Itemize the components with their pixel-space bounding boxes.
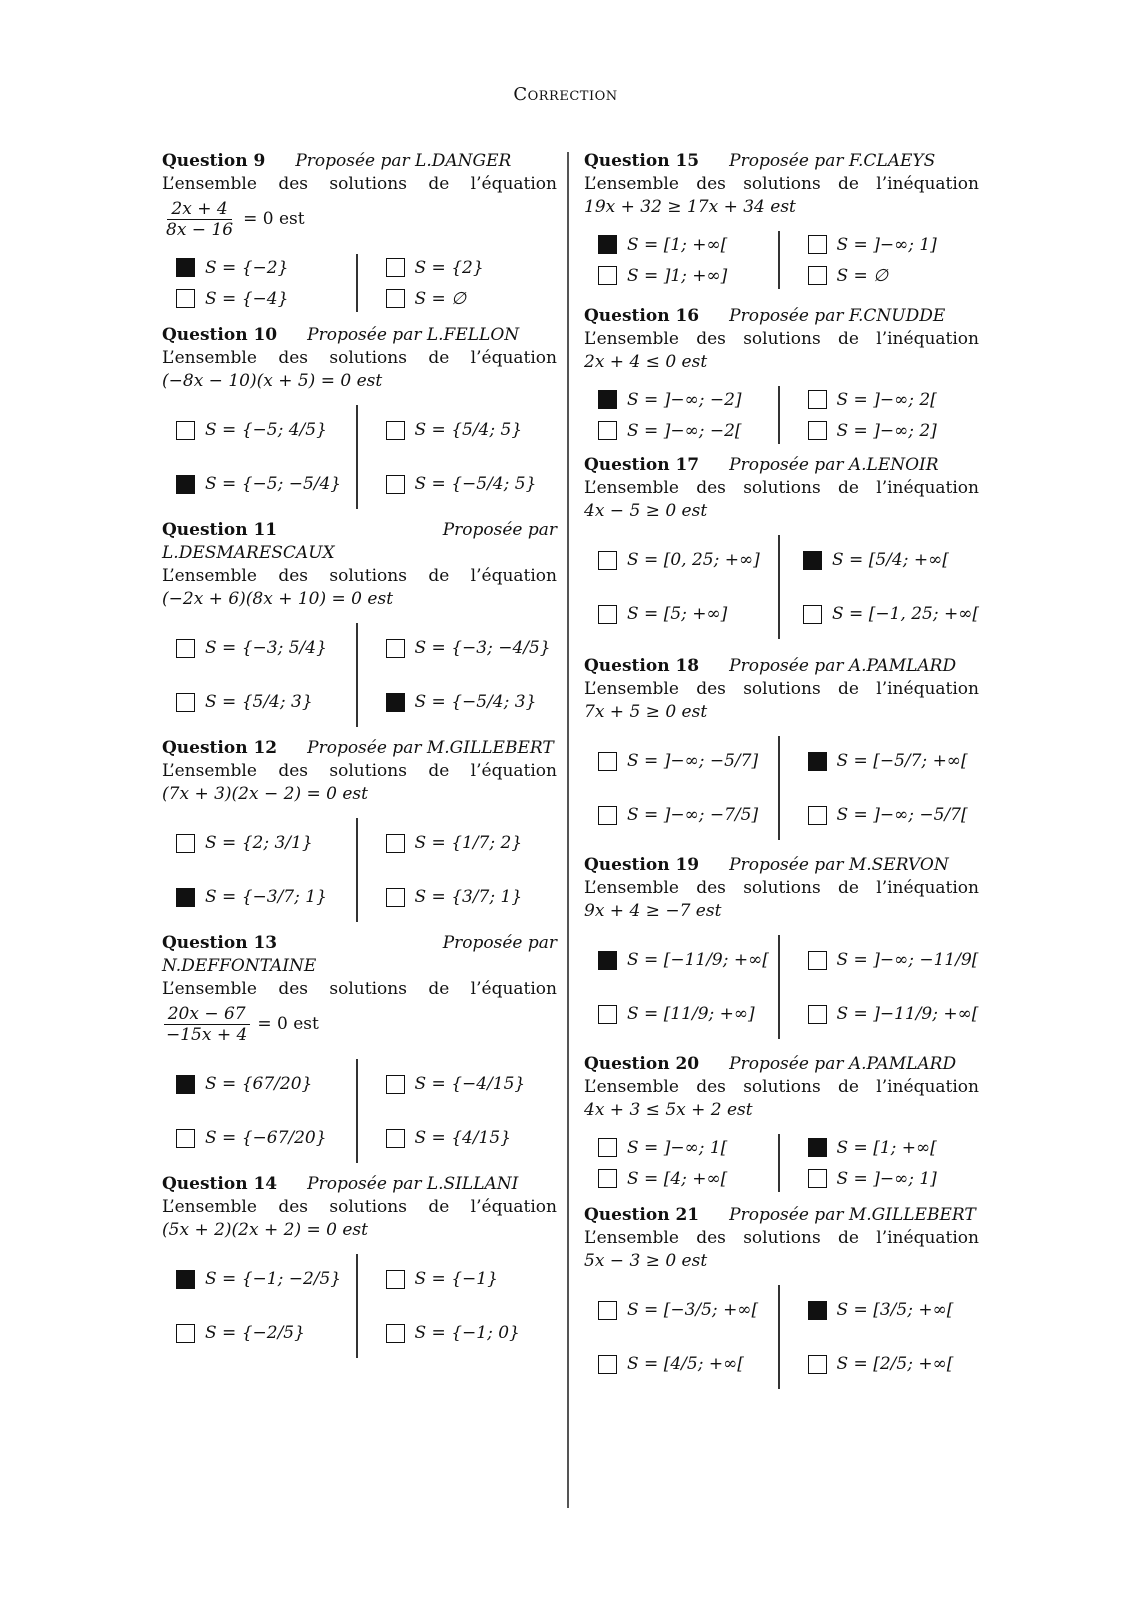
question-author: Proposée par F.CLAEYS	[729, 151, 936, 171]
question-number: Question 19	[584, 855, 700, 875]
question-equation: 19x + 32 ≥ 17x + 34 est	[584, 197, 796, 217]
answer-text: S = {−4/15}	[414, 1074, 526, 1094]
answer-text: S = {−2}	[205, 257, 289, 278]
checkbox-icon[interactable]	[598, 752, 617, 771]
checkbox-icon[interactable]	[176, 289, 195, 308]
answer-option[interactable]	[584, 1337, 782, 1391]
question-stem: L’ensemble des solutions de l’équation	[162, 761, 557, 781]
checkbox-icon[interactable]	[808, 806, 827, 825]
question-header	[584, 454, 979, 477]
checkbox-icon[interactable]	[386, 888, 405, 907]
question-block	[162, 324, 557, 511]
checked-box-icon[interactable]	[598, 390, 617, 409]
checkbox-icon[interactable]	[808, 1169, 827, 1188]
answer-text: S = ]−∞; 2]	[836, 420, 937, 441]
answer-option[interactable]	[782, 384, 980, 415]
question-block	[584, 655, 979, 842]
checkbox-icon[interactable]	[176, 834, 195, 853]
answer-option[interactable]	[360, 1252, 558, 1306]
answer-option[interactable]	[360, 283, 558, 314]
question-author: Proposée par L.DANGER	[295, 151, 512, 171]
answer-text: S = [1; +∞[	[836, 1137, 937, 1158]
question-author-continued: L.DESMARESCAUX	[162, 543, 335, 563]
answer-grid	[584, 1283, 979, 1391]
answer-option[interactable]	[162, 283, 360, 314]
checked-box-icon[interactable]	[176, 475, 195, 494]
question-author: Proposée par L.SILLANI	[307, 1174, 519, 1194]
answer-option[interactable]	[584, 260, 782, 291]
question-stem: L’ensemble des solutions de l’équation	[162, 348, 557, 368]
question-stem: L’ensemble des solutions de l’inéquation	[584, 1077, 979, 1097]
answer-option[interactable]	[162, 1252, 360, 1306]
answer-grid	[162, 816, 557, 924]
question-stem: L’ensemble des solutions de l’équation	[162, 1197, 557, 1217]
left-column	[162, 150, 557, 1368]
column-divider	[567, 152, 569, 1508]
answer-option[interactable]	[162, 252, 360, 283]
question-author: Proposée par L.FELLON	[307, 325, 520, 345]
question-block	[584, 1053, 979, 1194]
answer-grid	[162, 252, 557, 314]
fraction-denominator: 8x − 16	[166, 219, 234, 240]
question-equation: (7x + 3)(2x − 2) = 0 est	[162, 784, 368, 804]
answer-text: S = {−1}	[414, 1269, 498, 1289]
checkbox-icon[interactable]	[803, 605, 822, 624]
checkbox-icon[interactable]	[386, 475, 405, 494]
answer-text: S = {−5/4; 3}	[414, 692, 537, 712]
question-stem: L’ensemble des solutions de l’inéquation	[584, 878, 979, 898]
checked-box-icon[interactable]	[386, 693, 405, 712]
answer-grid	[162, 1252, 557, 1360]
question-block	[584, 454, 979, 641]
answer-text: S = {−5; 4/5}	[205, 420, 327, 440]
question-equation: (5x + 2)(2x + 2) = 0 est	[162, 1220, 368, 1240]
answer-option[interactable]	[360, 252, 558, 283]
question-equation: 5x − 3 ≥ 0 est	[584, 1251, 708, 1271]
checked-box-icon[interactable]	[808, 1138, 827, 1157]
answer-text: S = {3/7; 1}	[414, 887, 523, 907]
checked-box-icon[interactable]	[598, 951, 617, 970]
answer-text: S = [−5/7; +∞[	[836, 751, 968, 771]
checkbox-icon[interactable]	[598, 551, 617, 570]
answer-text: S = [3/5; +∞[	[836, 1300, 954, 1320]
answer-text: S = ∅	[414, 288, 467, 309]
checkbox-icon[interactable]	[386, 639, 405, 658]
question-equation: 2x + 4 ≤ 0 est	[584, 352, 708, 372]
answer-option[interactable]	[782, 415, 980, 446]
checkbox-icon[interactable]	[386, 834, 405, 853]
answer-text: S = [4/5; +∞[	[627, 1354, 744, 1374]
answer-option[interactable]	[777, 587, 979, 641]
question-block	[162, 519, 557, 729]
question-number: Question 16	[584, 306, 700, 326]
question-header	[584, 854, 979, 877]
checkbox-icon[interactable]	[808, 390, 827, 409]
question-number: Question 21	[584, 1205, 700, 1225]
checked-box-icon[interactable]	[808, 752, 827, 771]
answer-text: S = [−3/5; +∞[	[627, 1300, 759, 1320]
checked-box-icon[interactable]	[598, 235, 617, 254]
checkbox-icon[interactable]	[386, 1324, 405, 1343]
checked-box-icon[interactable]	[176, 1270, 195, 1289]
answer-option[interactable]	[584, 415, 782, 446]
answer-text: S = ]−∞; 1]	[836, 234, 937, 255]
equation-tail: = 0 est	[257, 1014, 319, 1034]
right-column	[584, 150, 979, 1399]
answer-text: S = {−3; −4/5}	[414, 638, 551, 658]
answer-text: S = ]−∞; −2]	[627, 389, 742, 410]
question-author: Proposée par A.PAMLARD	[729, 1054, 957, 1074]
answer-text: S = {−2/5}	[205, 1323, 305, 1343]
answer-text: S = [−11/9; +∞[	[627, 950, 769, 970]
question-block	[162, 1173, 557, 1360]
question-equation: 4x − 5 ≥ 0 est	[584, 501, 708, 521]
question-header	[162, 1173, 557, 1196]
question-stem: L’ensemble des solutions de l’inéquation	[584, 478, 979, 498]
question-header	[584, 1204, 979, 1227]
checked-box-icon[interactable]	[176, 258, 195, 277]
question-header	[584, 305, 979, 328]
answer-text: S = {2; 3/1}	[205, 833, 313, 853]
answer-text: S = [0, 25; +∞]	[627, 550, 760, 570]
checkbox-icon[interactable]	[386, 1075, 405, 1094]
answer-text: S = ]−∞; 1[	[627, 1137, 728, 1158]
question-header	[162, 519, 557, 542]
question-author: Proposée par M.GILLEBERT	[729, 1205, 976, 1225]
checkbox-icon[interactable]	[176, 421, 195, 440]
checkbox-icon[interactable]	[386, 258, 405, 277]
answer-text: S = {−67/20}	[205, 1128, 327, 1148]
answer-text: S = ]1; +∞]	[627, 265, 728, 286]
answer-text: S = {−5/4; 5}	[414, 474, 537, 494]
question-author: Proposée par	[442, 520, 557, 540]
answer-text: S = {−5; −5/4}	[205, 474, 342, 494]
answer-text: S = {4/15}	[414, 1128, 512, 1148]
answer-option[interactable]	[360, 403, 558, 457]
answer-option[interactable]	[162, 675, 360, 729]
answer-option[interactable]	[584, 1283, 782, 1337]
answer-option[interactable]	[782, 1283, 980, 1337]
question-number: Question 17	[584, 455, 700, 475]
answer-option[interactable]	[777, 533, 979, 587]
question-header	[162, 150, 557, 173]
checkbox-icon[interactable]	[808, 1355, 827, 1374]
question-number: Question 15	[584, 151, 700, 171]
answer-text: S = {5/4; 3}	[205, 692, 313, 712]
answer-text: S = [4; +∞[	[627, 1168, 728, 1189]
answer-text: S = {5/4; 5}	[414, 420, 523, 440]
answer-option[interactable]	[782, 734, 980, 788]
question-stem: L’ensemble des solutions de l’équation	[162, 566, 557, 586]
answer-option[interactable]	[360, 1111, 558, 1165]
answer-option[interactable]	[584, 987, 782, 1041]
answer-text: S = [11/9; +∞]	[627, 1004, 755, 1024]
question-stem: L’ensemble des solutions de l’inéquation	[584, 679, 979, 699]
question-number: Question 10	[162, 325, 278, 345]
answer-text: S = [2/5; +∞[	[836, 1354, 954, 1374]
question-author: Proposée par A.PAMLARD	[729, 656, 957, 676]
answer-option[interactable]	[162, 1057, 360, 1111]
answer-grid	[162, 403, 557, 511]
answer-grid	[584, 933, 979, 1041]
question-stem: L’ensemble des solutions de l’équation	[162, 174, 557, 194]
answer-option[interactable]	[360, 675, 558, 729]
answer-option[interactable]	[360, 870, 558, 924]
question-block	[162, 150, 557, 314]
equation-tail: = 0 est	[243, 209, 305, 229]
question-number: Question 11	[162, 520, 278, 540]
question-author-continued: N.DEFFONTAINE	[162, 956, 317, 976]
question-author: Proposée par M.GILLEBERT	[307, 738, 554, 758]
checkbox-icon[interactable]	[598, 1005, 617, 1024]
question-equation: 9x + 4 ≥ −7 est	[584, 901, 722, 921]
answer-text: S = [1; +∞[	[627, 234, 728, 255]
checkbox-icon[interactable]	[598, 605, 617, 624]
checkbox-icon[interactable]	[598, 266, 617, 285]
question-stem: L’ensemble des solutions de l’inéquation	[584, 174, 979, 194]
answer-text: S = ∅	[836, 265, 889, 286]
fraction-numerator: 2x + 4	[167, 199, 231, 220]
answer-option[interactable]	[162, 1111, 360, 1165]
answer-grid	[584, 229, 979, 291]
fraction-numerator: 20x − 67	[164, 1004, 250, 1025]
answer-text: S = ]−∞; 1]	[836, 1168, 937, 1189]
checked-box-icon[interactable]	[176, 1075, 195, 1094]
question-block	[584, 150, 979, 291]
answer-text: S = {−4}	[205, 288, 289, 309]
question-number: Question 9	[162, 151, 266, 171]
question-equation: (−8x − 10)(x + 5) = 0 est	[162, 371, 383, 391]
checkbox-icon[interactable]	[598, 1355, 617, 1374]
checkbox-icon[interactable]	[598, 806, 617, 825]
question-block	[584, 1204, 979, 1391]
question-stem: L’ensemble des solutions de l’inéquation	[584, 329, 979, 349]
question-equation	[162, 196, 557, 242]
equation-fraction	[162, 199, 237, 240]
question-author: Proposée par F.CNUDDE	[729, 306, 946, 326]
answer-option[interactable]	[584, 788, 782, 842]
answer-text: S = ]−∞; −2[	[627, 420, 742, 441]
answer-option[interactable]	[584, 734, 782, 788]
answer-text: S = ]−∞; −11/9[	[836, 950, 979, 970]
question-equation: (−2x + 6)(8x + 10) = 0 est	[162, 589, 394, 609]
answer-option[interactable]	[782, 1337, 980, 1391]
answer-option[interactable]	[782, 1163, 980, 1194]
answer-grid	[584, 734, 979, 842]
checkbox-icon[interactable]	[808, 1005, 827, 1024]
answer-grid	[584, 1132, 979, 1194]
question-header	[584, 150, 979, 173]
checkbox-icon[interactable]	[808, 266, 827, 285]
answer-text: S = {1/7; 2}	[414, 833, 523, 853]
answer-text: S = [5; +∞]	[627, 604, 728, 624]
answer-text: S = {−3/7; 1}	[205, 887, 327, 907]
checkbox-icon[interactable]	[176, 639, 195, 658]
answer-option[interactable]	[162, 457, 360, 511]
answer-text: S = [5/4; +∞[	[832, 550, 949, 570]
checkbox-icon[interactable]	[598, 421, 617, 440]
answer-text: S = {67/20}	[205, 1074, 313, 1094]
checkbox-icon[interactable]	[808, 235, 827, 254]
fraction-denominator: −15x + 4	[166, 1024, 248, 1045]
question-equation	[162, 1001, 557, 1047]
question-equation: 7x + 5 ≥ 0 est	[584, 702, 708, 722]
answer-grid	[584, 533, 979, 641]
checkbox-icon[interactable]	[808, 951, 827, 970]
checkbox-icon[interactable]	[176, 1324, 195, 1343]
answer-option[interactable]	[782, 229, 980, 260]
answer-grid	[162, 1057, 557, 1165]
answer-option[interactable]	[162, 870, 360, 924]
checked-box-icon[interactable]	[176, 888, 195, 907]
checked-box-icon[interactable]	[803, 551, 822, 570]
answer-text: S = ]−∞; 2[	[836, 389, 937, 410]
answer-option[interactable]	[782, 1132, 980, 1163]
answer-text: S = {2}	[414, 257, 484, 278]
checkbox-icon[interactable]	[808, 421, 827, 440]
checkbox-icon[interactable]	[598, 1169, 617, 1188]
checkbox-icon[interactable]	[598, 1138, 617, 1157]
answer-text: S = ]−11/9; +∞[	[836, 1004, 979, 1024]
answer-text: S = ]−∞; −5/7[	[836, 805, 968, 825]
question-number: Question 13	[162, 933, 278, 953]
question-number: Question 20	[584, 1054, 700, 1074]
answer-option[interactable]	[584, 1163, 782, 1194]
question-author: Proposée par A.LENOIR	[729, 455, 939, 475]
checkbox-icon[interactable]	[386, 421, 405, 440]
answer-option[interactable]	[162, 403, 360, 457]
page-title: Correction	[513, 84, 618, 105]
answer-option[interactable]	[162, 816, 360, 870]
checkbox-icon[interactable]	[386, 1129, 405, 1148]
question-header	[584, 655, 979, 678]
question-header	[584, 1053, 979, 1076]
question-header	[162, 932, 557, 955]
answer-option[interactable]	[360, 621, 558, 675]
answer-text: S = {−1; −2/5}	[205, 1269, 342, 1289]
question-header	[162, 737, 557, 760]
answer-option[interactable]	[162, 621, 360, 675]
question-number: Question 12	[162, 738, 278, 758]
question-block	[584, 854, 979, 1041]
checked-box-icon[interactable]	[808, 1301, 827, 1320]
answer-option[interactable]	[584, 933, 782, 987]
question-stem: L’ensemble des solutions de l’inéquation	[584, 1228, 979, 1248]
answer-option[interactable]	[782, 260, 980, 291]
question-number: Question 18	[584, 656, 700, 676]
answer-option[interactable]	[360, 457, 558, 511]
question-author: Proposée par	[442, 933, 557, 953]
answer-option[interactable]	[584, 533, 777, 587]
answer-option[interactable]	[584, 384, 782, 415]
answer-option[interactable]	[584, 229, 782, 260]
answer-text: S = ]−∞; −7/5]	[627, 805, 759, 825]
answer-option[interactable]	[584, 587, 777, 641]
answer-grid	[162, 621, 557, 729]
question-block	[162, 737, 557, 924]
answer-text: S = {−1; 0}	[414, 1323, 520, 1343]
answer-text: S = ]−∞; −5/7]	[627, 751, 759, 771]
answer-option[interactable]	[782, 788, 980, 842]
question-equation: 4x + 3 ≤ 5x + 2 est	[584, 1100, 753, 1120]
question-block	[584, 305, 979, 446]
checkbox-icon[interactable]	[176, 1129, 195, 1148]
answer-option[interactable]	[360, 1057, 558, 1111]
checkbox-icon[interactable]	[386, 1270, 405, 1289]
checkbox-icon[interactable]	[598, 1301, 617, 1320]
equation-fraction	[162, 1004, 251, 1045]
question-block	[162, 932, 557, 1165]
answer-text: S = [−1, 25; +∞[	[832, 604, 979, 624]
answer-option[interactable]	[162, 1306, 360, 1360]
answer-option[interactable]	[782, 987, 980, 1041]
checkbox-icon[interactable]	[386, 289, 405, 308]
question-number: Question 14	[162, 1174, 278, 1194]
answer-option[interactable]	[360, 816, 558, 870]
answer-option[interactable]	[584, 1132, 782, 1163]
answer-grid	[584, 384, 979, 446]
answer-option[interactable]	[360, 1306, 558, 1360]
checkbox-icon[interactable]	[176, 693, 195, 712]
question-header	[162, 324, 557, 347]
answer-option[interactable]	[782, 933, 980, 987]
answer-text: S = {−3; 5/4}	[205, 638, 327, 658]
question-author: Proposée par M.SERVON	[729, 855, 949, 875]
question-stem: L’ensemble des solutions de l’équation	[162, 979, 557, 999]
